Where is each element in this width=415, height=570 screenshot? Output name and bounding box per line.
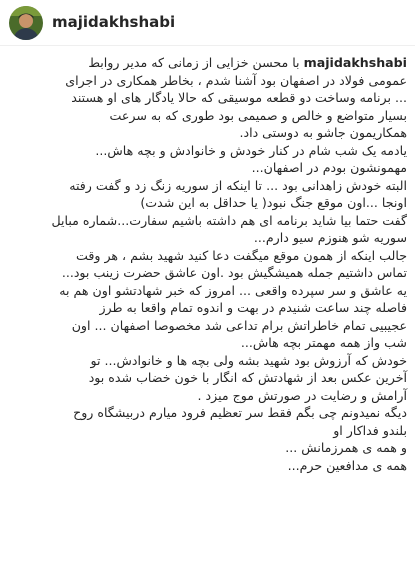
caption-line: همکاریمون جاشو به دوستی داد.: [239, 125, 407, 140]
caption-line: آرامش و رضایت در صورتش موج میزد .: [197, 387, 407, 403]
profile-username[interactable]: majidakhshabi: [52, 13, 176, 31]
caption-line: تماس داشتیم جمله همیشگیش بود .اون عاشق حضرت زینب بود...: [61, 265, 407, 280]
caption-first-line: [8, 54, 407, 72]
caption-line: عجیبیی تمام خاطراتش برام تداعی شد مخصوصا اصفهان ... اون: [71, 317, 407, 333]
caption-line: یه عاشق و سر سپرده واقعی ... امروز که خبر شهادتشو اون هم به: [59, 282, 407, 298]
caption-line: گفت حتما بیا شاید برنامه ای هم داشته باشیم سفارت...شماره مبایل: [51, 212, 407, 228]
caption-line: فاصله چند ساعت شنیدم در بهت و اندوه تمام واقعا به طرز: [99, 300, 407, 315]
caption-line: همه ی مدافعین حرم...: [287, 457, 407, 473]
caption-line: سوریه شو هنوزم سیو دارم...: [253, 230, 407, 245]
caption-line: البته خودش زاهدانی بود ... تا اینکه از سوریه زنگ زد و گفت رفته: [69, 177, 407, 193]
caption-line: جالب اینکه از همون موقع میگفت دعا کنید شهید بشم ، هر وقت: [75, 247, 407, 263]
caption-line: عمومی فولاد در اصفهان بود آشنا شدم ، بخاطر همکاری در اجرای: [65, 72, 407, 88]
caption-line: بلندو فداکار او: [333, 422, 407, 438]
caption-line: آخرین عکس بعد از شهادتش که انگار با خون خضاب شده بود: [88, 370, 407, 385]
caption-line: یادمه یک شب شام در کنار خودش و خانوادش و بچه هاش...: [95, 142, 407, 158]
post-caption: [8, 54, 407, 474]
profile-avatar[interactable]: [9, 6, 43, 40]
caption-line: و همه ی همرزمانش ...: [285, 440, 407, 455]
caption-username[interactable]: majidakhshabi: [303, 55, 407, 70]
caption-line: بسیار متواضع و خالص و صمیمی بود طوری که به سرعت: [109, 107, 407, 123]
caption-line: خودش که آرزوش بود شهید بشه ولی بچه ها و خانوادش... تو: [90, 352, 407, 368]
avatar-image: [9, 6, 43, 40]
caption-text: با محسن خزایی از زمانی که مدیر روابط: [88, 55, 300, 70]
caption-line: مهمونشون بودم در اصفهان...: [251, 160, 407, 175]
caption-lines: [8, 72, 407, 475]
caption-line: شب واز همه مهمتر بچه هاش...: [240, 335, 407, 350]
caption-line: اونجا ...اون موقع جنگ نبود( یا حداقل به این شدت): [140, 195, 407, 210]
caption-line: ... برنامه وساخت دو قطعه موسیقی که حالا یادگار های او هستند: [71, 90, 407, 105]
post-header: [0, 0, 415, 46]
caption-line: دیگه نمیدونم چی بگم فقط سر تعظیم فرود میارم دربیشگاه روح: [73, 405, 407, 420]
